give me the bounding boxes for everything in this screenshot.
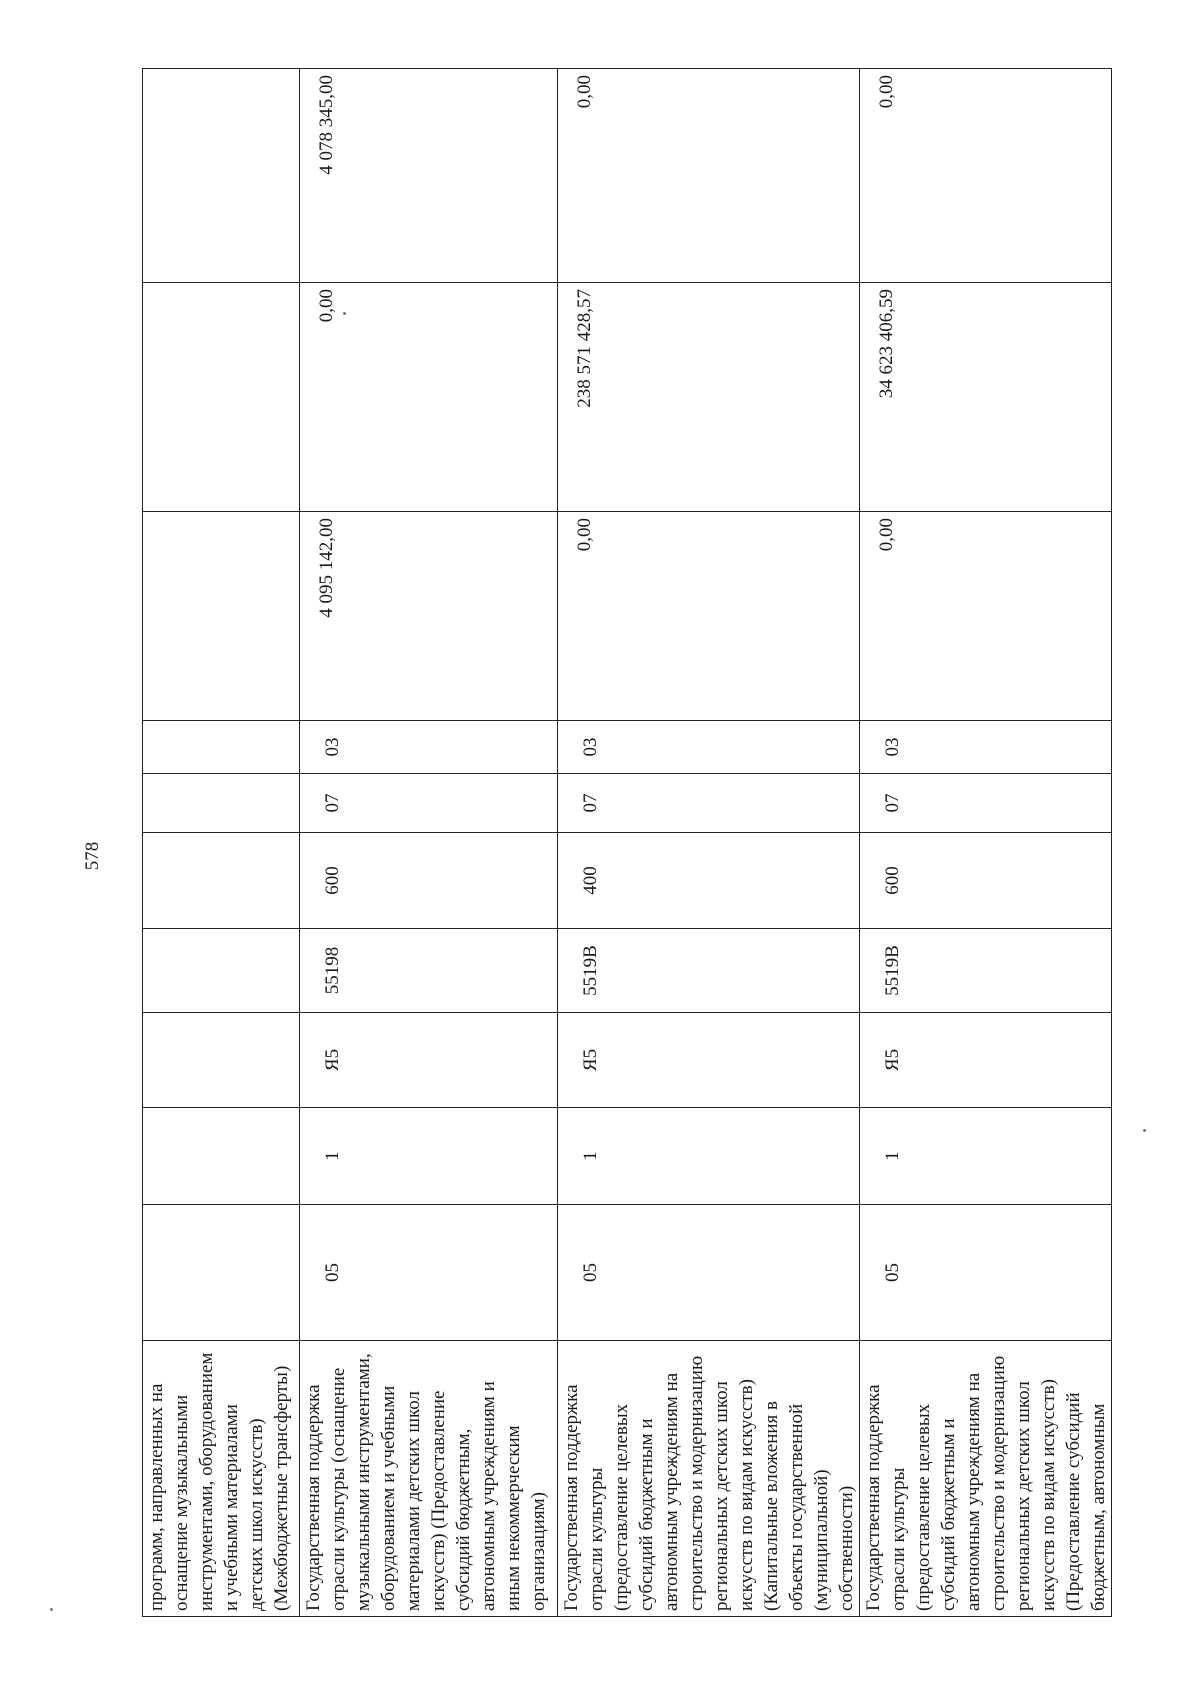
code-cell: 1 bbox=[300, 1108, 558, 1205]
code-cell: Я5 bbox=[860, 1013, 1112, 1108]
code-cell bbox=[143, 1108, 300, 1205]
code-cell: 1 bbox=[558, 1108, 860, 1205]
row-description: Государственная поддержка отрасли культуры (предоставление целевых субсидий бюджетным и автономным учреждениям на строительство и модернизацию региональных детских школ искусств по видам искусств) (Предоставление субсидий бюджетным, автономным bbox=[860, 1341, 1112, 1617]
code-cell: 1 bbox=[860, 1108, 1112, 1205]
row-description: Государственная поддержка отрасли культуры (оснащение музыкальными инструментами, оборудованием и учебными материалами детских школ искусств) (Предоставление субсидий бюджетным, автономным учреждениям и иным некоммерческим организациям) bbox=[300, 1341, 558, 1617]
budget-table bbox=[142, 68, 1112, 1617]
code-cell: 07 bbox=[558, 774, 860, 833]
code-cell: 600 bbox=[300, 833, 558, 929]
scan-speck bbox=[343, 312, 346, 315]
amount-cell: 0,00 bbox=[558, 512, 860, 721]
code-cell: 5519В bbox=[558, 929, 860, 1013]
amount-cell: 238 571 428,57 bbox=[558, 283, 860, 512]
code-cell: Я5 bbox=[300, 1013, 558, 1108]
amount-cell: 34 623 406,59 bbox=[860, 283, 1112, 512]
code-cell bbox=[143, 1013, 300, 1108]
amount-cell bbox=[143, 283, 300, 512]
amount-cell: 0,00 bbox=[300, 283, 558, 512]
scan-speck bbox=[1143, 1129, 1146, 1132]
table-row bbox=[558, 69, 860, 1617]
code-cell: 400 bbox=[558, 833, 860, 929]
code-cell: Я5 bbox=[558, 1013, 860, 1108]
table-row bbox=[300, 69, 558, 1617]
code-cell: 07 bbox=[300, 774, 558, 833]
rotated-table-container bbox=[142, 69, 1109, 1617]
amount-cell: 4 095 142,00 bbox=[300, 512, 558, 721]
code-cell bbox=[143, 774, 300, 833]
code-cell bbox=[143, 833, 300, 929]
code-cell bbox=[143, 1205, 300, 1341]
code-cell: 03 bbox=[300, 721, 558, 774]
code-cell: 05 bbox=[558, 1205, 860, 1341]
code-cell bbox=[143, 929, 300, 1013]
code-cell: 05 bbox=[860, 1205, 1112, 1341]
code-cell: 5519В bbox=[860, 929, 1112, 1013]
amount-cell: 0,00 bbox=[860, 512, 1112, 721]
amount-cell: 0,00 bbox=[558, 69, 860, 283]
code-cell: 07 bbox=[860, 774, 1112, 833]
page-number: 578 bbox=[82, 841, 103, 871]
code-cell bbox=[143, 721, 300, 774]
amount-cell: 4 078 345,00 bbox=[300, 69, 558, 283]
amount-cell bbox=[143, 512, 300, 721]
row-description: программ, направленных на оснащение музыкальными инструментами, оборудованием и учебными материалами детских школ искусств) (Межбюджетные трансферты) bbox=[143, 1341, 300, 1617]
code-cell: 05 bbox=[300, 1205, 558, 1341]
code-cell: 55198 bbox=[300, 929, 558, 1013]
code-cell: 03 bbox=[558, 721, 860, 774]
amount-cell bbox=[143, 69, 300, 283]
amount-cell: 0,00 bbox=[860, 69, 1112, 283]
code-cell: 03 bbox=[860, 721, 1112, 774]
row-description: Государственная поддержка отрасли культуры (предоставление целевых субсидий бюджетным и автономным учреждениям на строительство и модернизацию региональных детских школ искусств по видам искусств) (Капитальные вложения в объекты государственной (муниципальной) собственности) bbox=[558, 1341, 860, 1617]
scan-speck bbox=[50, 1608, 53, 1611]
table-row bbox=[143, 69, 300, 1617]
code-cell: 600 bbox=[860, 833, 1112, 929]
table-row bbox=[860, 69, 1112, 1617]
